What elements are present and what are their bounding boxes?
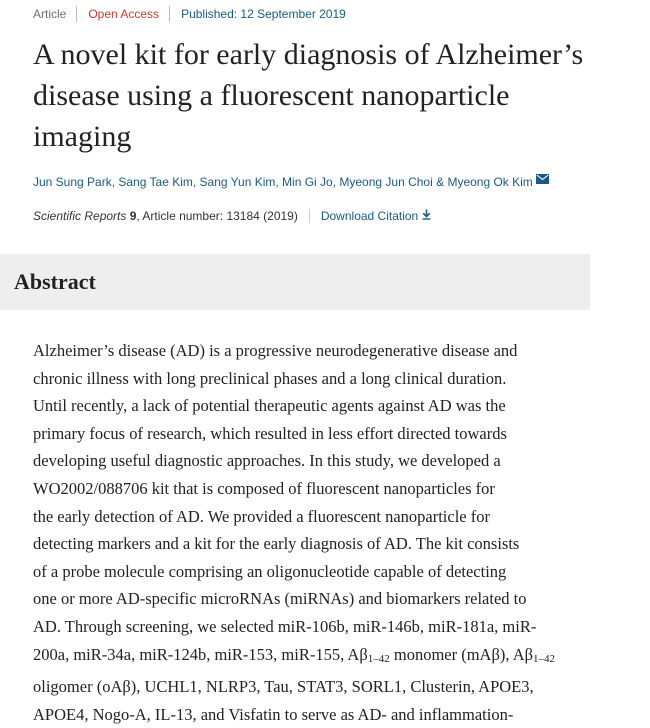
- download-citation-label: Download Citation: [320, 209, 419, 223]
- abstract-section-header: [0, 254, 590, 310]
- abstract-text-fragment: 200a, miR-34a, miR-124b, miR-153, miR-155, Aβ: [33, 644, 368, 664]
- abstract-line: Until recently, a lack of potential therapeutic agents against AD was the: [33, 396, 506, 416]
- article-title: A novel kit for early diagnosis of Alzheimer’s disease using a fluorescent nanoparticle imaging: [33, 38, 584, 153]
- abstract-line: the early detection of AD. We provided a fluorescent nanoparticle for: [33, 506, 490, 526]
- meta-divider: [169, 6, 170, 22]
- abstract-line: detecting markers and a kit for the early diagnosis of AD. The kit consists: [33, 534, 520, 554]
- open-access-badge: Open Access: [88, 7, 160, 21]
- article-type: Article: [33, 7, 67, 21]
- abstract-text-fragment: monomer (mAβ), Aβ: [389, 644, 534, 664]
- journal-name: Scientific Reports: [33, 209, 127, 223]
- abstract-line: developing useful diagnostic approaches. In this study, we developed a: [33, 451, 501, 471]
- abstract-line: Alzheimer’s disease (AD) is a progressive neurodegenerative disease and: [33, 341, 518, 360]
- subscript: 1–42: [367, 652, 390, 665]
- published-date: Published: 12 September 2019: [181, 7, 346, 21]
- author-list: [33, 171, 549, 191]
- abstract-line: one or more AD-specific microRNAs (miRNAs) and biomarkers related to: [33, 589, 527, 609]
- abstract-line: APOE4, Nogo-A, IL-13, and Visfatin to serve as AD- and inflammation-: [33, 704, 514, 724]
- citation-details: , Article number: 13184 (2019): [136, 209, 298, 223]
- subscript: 1–42: [533, 652, 556, 665]
- abstract-line: oligomer (oAβ), UCHL1, NLRP3, Tau, STAT3, SORL1, Clusterin, APOE3,: [33, 677, 534, 697]
- download-citation-link[interactable]: [321, 207, 431, 225]
- authors-link[interactable]: Jun Sung Park, Sang Tae Kim, Sang Yun Kim, Min Gi Jo, Myeong Jun Choi & Myeong Ok Kim: [33, 175, 533, 189]
- meta-divider: [76, 6, 77, 22]
- abstract-line: chronic illness with long preclinical phases and a long clinical duration.: [33, 368, 507, 388]
- mail-icon[interactable]: [536, 171, 549, 189]
- citation-divider: [309, 209, 310, 223]
- abstract-line: [33, 641, 593, 674]
- journal-volume: 9: [129, 209, 137, 223]
- abstract-line: AD. Through screening, we selected miR-106b, miR-146b, miR-181a, miR-: [33, 616, 537, 636]
- download-icon: [422, 207, 431, 225]
- abstract-heading: Abstract: [14, 269, 96, 294]
- abstract-line: WO2002/088706 kit that is composed of fluorescent nanoparticles for: [33, 478, 495, 498]
- abstract-line: of a probe molecule comprising an oligonucleotide capable of detecting: [33, 561, 507, 581]
- abstract-text: [33, 337, 593, 728]
- citation-row: [33, 207, 431, 225]
- article-meta: [33, 5, 346, 23]
- abstract-line: primary focus of research, which resulted in less effort directed towards: [33, 423, 507, 443]
